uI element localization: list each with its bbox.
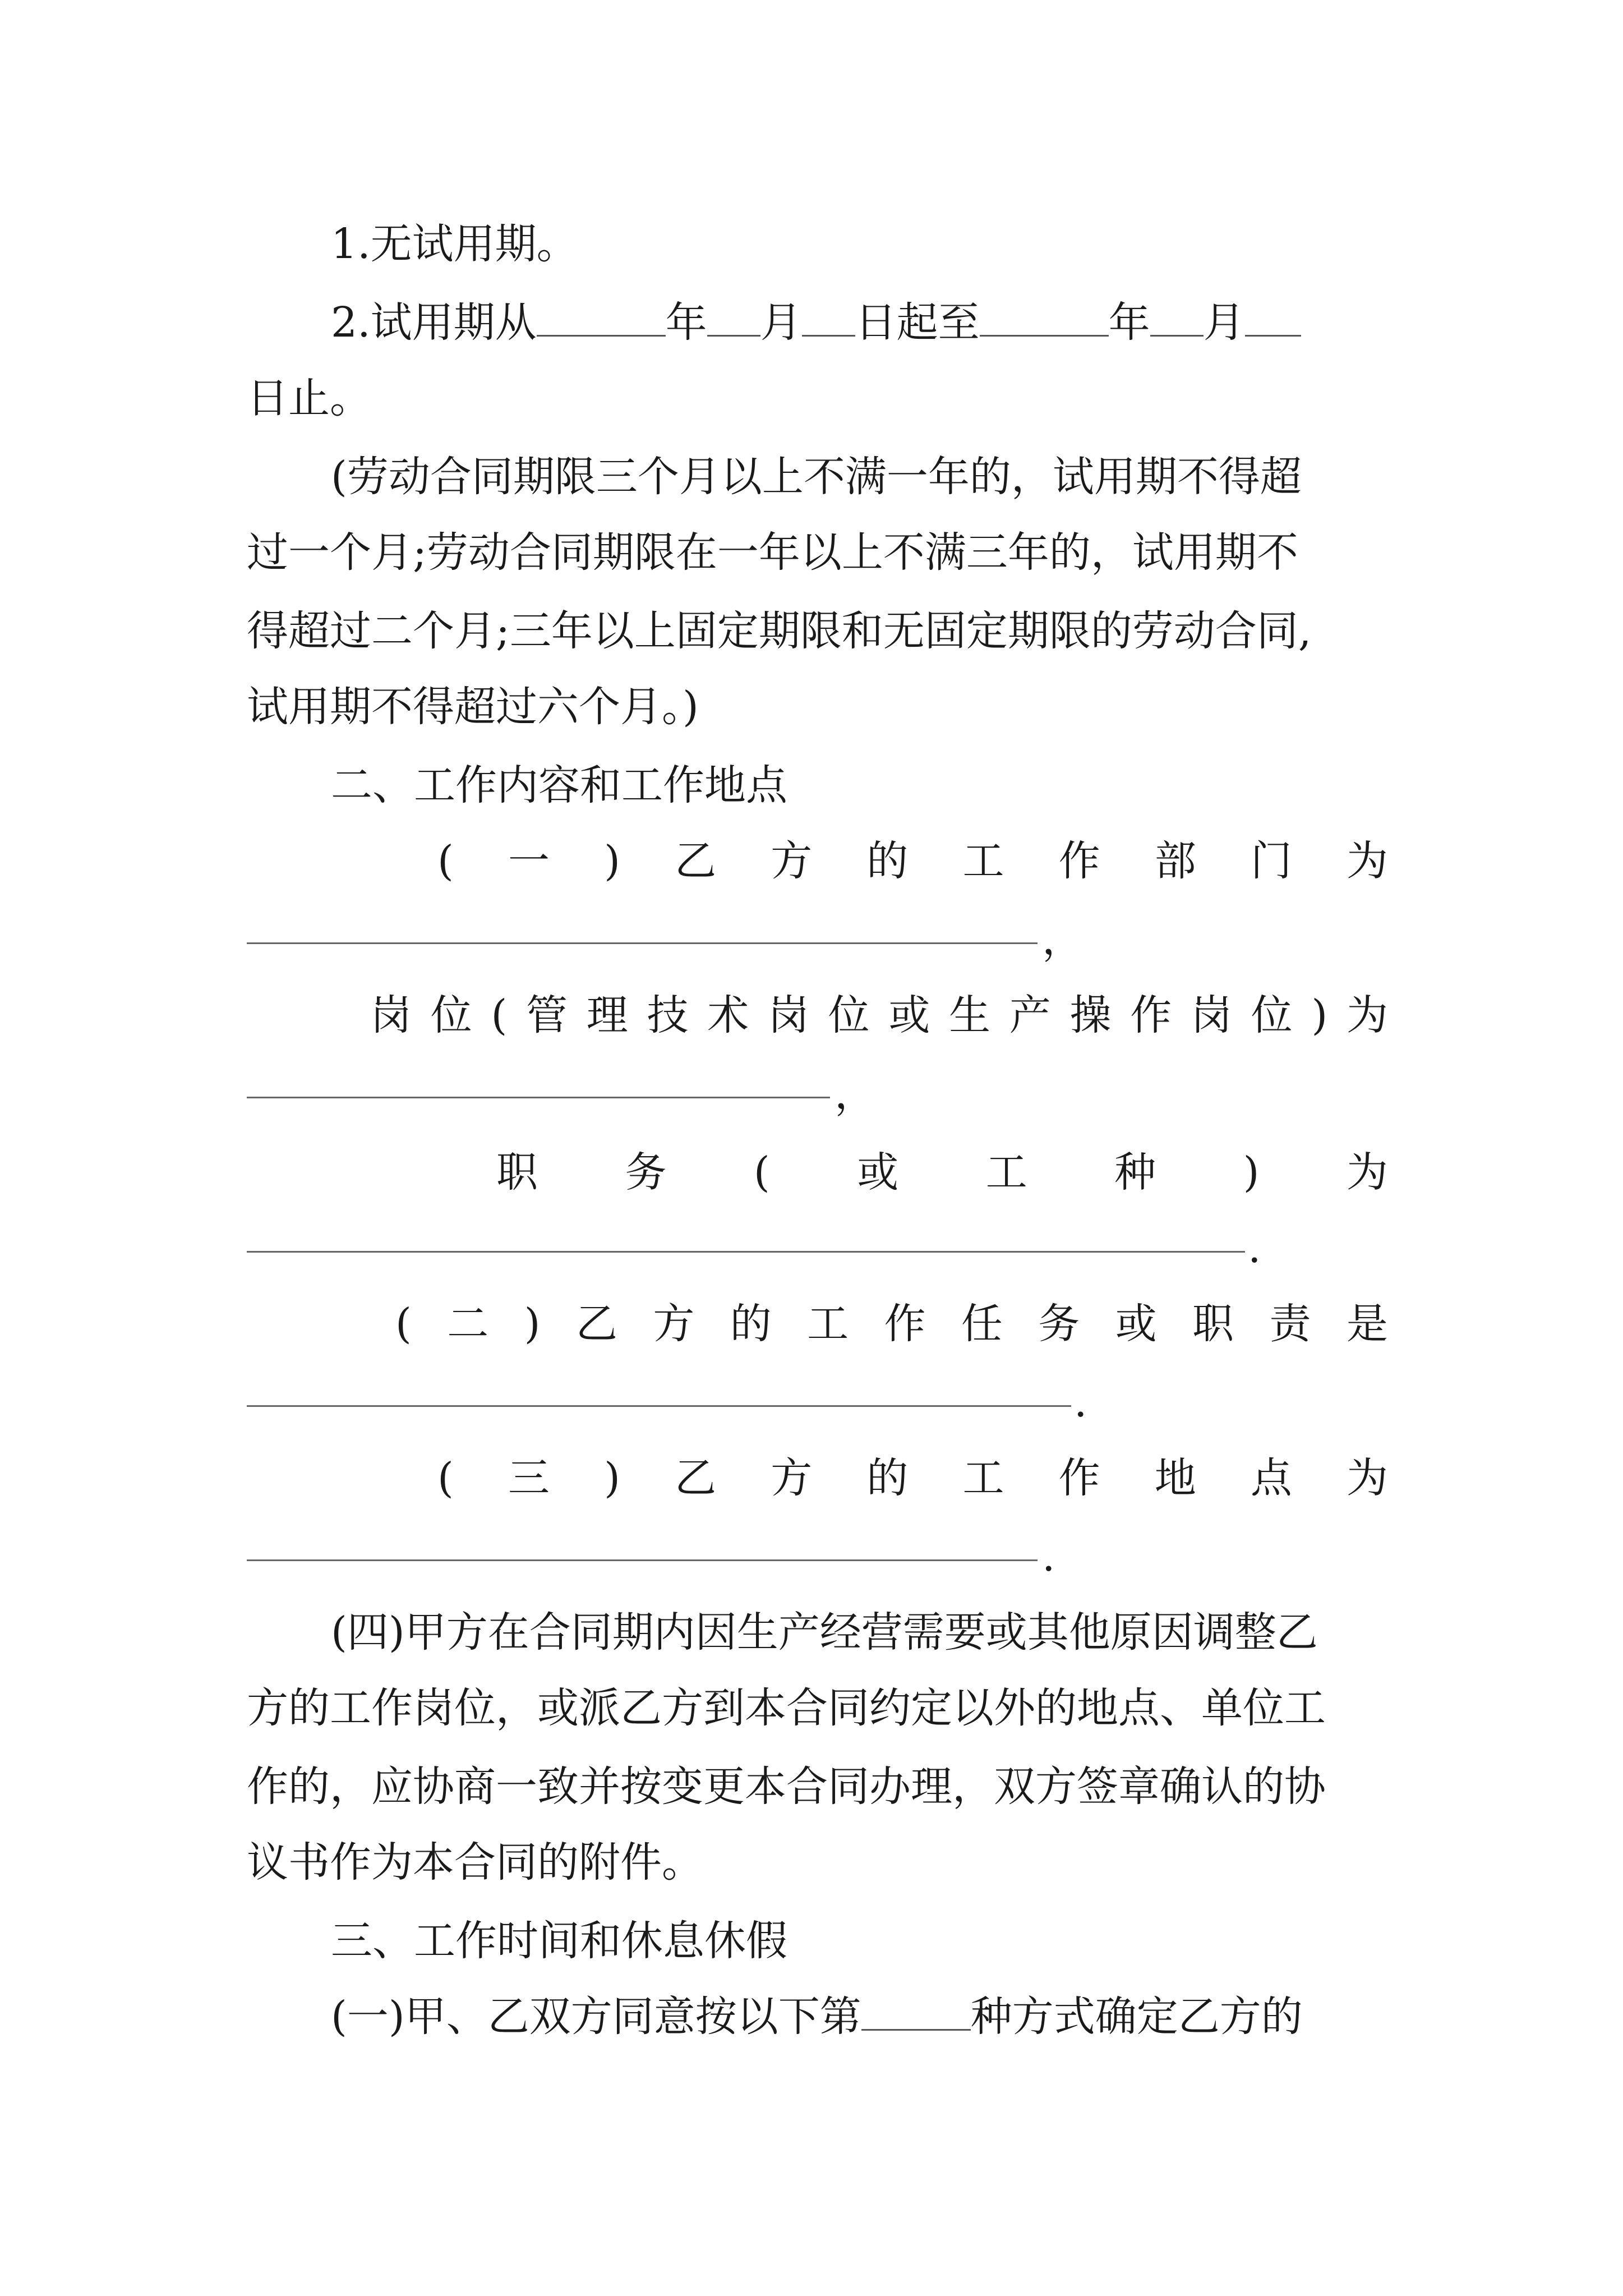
probation-item-2-prefix: 2.试用期从 bbox=[331, 298, 537, 347]
probation-note-line-3: 得超过二个月;三年以上固定期限和无固定期限的劳动合同, bbox=[247, 607, 1312, 655]
month-label: 月 bbox=[760, 298, 802, 347]
section-3-heading: 三、工作时间和休息休假 bbox=[331, 1917, 787, 1965]
job-char: 职 bbox=[496, 1148, 538, 1197]
day-blank[interactable] bbox=[802, 302, 855, 337]
place-char: 三 bbox=[508, 1454, 550, 1502]
job-title-line bbox=[496, 1133, 1388, 1212]
end-month-label: 月 bbox=[1203, 298, 1245, 347]
para4-line-3: 作的，应协商一致并按变更本合同办理，双方签章确认的协 bbox=[247, 1763, 1326, 1811]
task-char: 责 bbox=[1269, 1300, 1311, 1348]
post-char: 为 bbox=[1346, 991, 1388, 1039]
task-char: ( bbox=[395, 1300, 412, 1348]
duties-blank[interactable] bbox=[247, 1405, 1071, 1407]
post-blank[interactable] bbox=[247, 1097, 830, 1098]
task-char: 作 bbox=[884, 1300, 926, 1348]
dept-char: 方 bbox=[771, 837, 813, 885]
job-title-blank[interactable] bbox=[247, 1251, 1245, 1253]
task-char: 务 bbox=[1038, 1300, 1080, 1348]
task-char: 方 bbox=[653, 1300, 695, 1348]
para4-line-1: (四)甲方在合同期内因生产经营需要或其他原因调整乙 bbox=[331, 1608, 1318, 1657]
dept-char: 门 bbox=[1250, 837, 1292, 885]
task-char: ) bbox=[524, 1300, 541, 1348]
dept-char: 部 bbox=[1154, 837, 1196, 885]
duties-line bbox=[395, 1285, 1388, 1363]
post-char: 岗 bbox=[767, 991, 809, 1039]
dept-char: ( bbox=[437, 837, 454, 885]
department-line bbox=[437, 822, 1388, 900]
job-char: 工 bbox=[985, 1148, 1027, 1197]
end-year-blank[interactable] bbox=[980, 302, 1109, 337]
para4-line-4: 议书作为本合同的附件。 bbox=[247, 1838, 703, 1887]
post-char: 术 bbox=[707, 991, 749, 1039]
workplace-end: . bbox=[1042, 1533, 1055, 1581]
section-3-item-1-suffix: 种方式确定乙方的 bbox=[970, 1993, 1303, 2041]
job-char: 务 bbox=[625, 1148, 667, 1197]
section-2-heading: 二、工作内容和工作地点 bbox=[331, 761, 787, 809]
post-char: ) bbox=[1311, 991, 1328, 1039]
post-end: ， bbox=[834, 1070, 876, 1118]
job-char: 种 bbox=[1114, 1148, 1156, 1197]
dept-char: ) bbox=[604, 837, 620, 885]
post-char: ( bbox=[491, 991, 508, 1039]
probation-item-1: 1.无试用期。 bbox=[331, 220, 578, 268]
dept-char: 一 bbox=[508, 837, 550, 885]
dept-char: 的 bbox=[866, 837, 909, 885]
place-char: 为 bbox=[1347, 1454, 1388, 1502]
workplace-blank[interactable] bbox=[247, 1559, 1038, 1561]
post-char: 或 bbox=[888, 991, 930, 1039]
job-char: ) bbox=[1243, 1148, 1260, 1197]
job-char: 或 bbox=[857, 1148, 899, 1197]
job-title-end: . bbox=[1248, 1224, 1261, 1272]
post-char: 岗 bbox=[370, 991, 412, 1039]
post-char: 岗 bbox=[1190, 991, 1232, 1039]
end-year-label: 年 bbox=[1108, 298, 1150, 347]
task-char: 乙 bbox=[575, 1300, 617, 1348]
post-char: 技 bbox=[647, 991, 689, 1039]
end-day-blank[interactable] bbox=[1245, 302, 1301, 337]
job-char: 为 bbox=[1346, 1148, 1388, 1197]
dept-char: 为 bbox=[1347, 837, 1388, 885]
year-blank[interactable] bbox=[537, 302, 666, 337]
place-char: ) bbox=[604, 1454, 620, 1502]
probation-item-2 bbox=[331, 283, 1301, 362]
place-char: 点 bbox=[1250, 1454, 1292, 1502]
probation-item-2-tail: 日止。 bbox=[247, 374, 371, 422]
end-month-blank[interactable] bbox=[1150, 302, 1204, 337]
post-char: 位 bbox=[828, 991, 870, 1039]
department-end: ， bbox=[1042, 915, 1083, 964]
post-char: 操 bbox=[1069, 991, 1112, 1039]
probation-note-line-4: 试用期不得超过六个月。) bbox=[247, 683, 699, 731]
task-char: 是 bbox=[1346, 1300, 1388, 1348]
post-line bbox=[370, 976, 1388, 1055]
dept-char: 作 bbox=[1058, 837, 1100, 885]
place-char: 工 bbox=[962, 1454, 1004, 1502]
post-char: 理 bbox=[586, 991, 628, 1039]
method-number-blank[interactable] bbox=[861, 1996, 971, 2031]
post-char: 管 bbox=[526, 991, 568, 1039]
place-char: 地 bbox=[1154, 1454, 1196, 1502]
section-3-item-1 bbox=[331, 1977, 1303, 2056]
section-3-item-1-prefix: (一)甲、乙双方同意按以下第 bbox=[331, 1993, 861, 2041]
department-blank[interactable] bbox=[247, 942, 1038, 944]
day-from-label: 日起至 bbox=[855, 298, 980, 347]
post-char: 作 bbox=[1130, 991, 1172, 1039]
dept-char: 工 bbox=[962, 837, 1004, 885]
task-char: 或 bbox=[1115, 1300, 1157, 1348]
post-char: 产 bbox=[1009, 991, 1051, 1039]
para4-line-2: 方的工作岗位，或派乙方到本合同约定以外的地点、单位工 bbox=[247, 1684, 1326, 1732]
place-char: ( bbox=[437, 1454, 454, 1502]
place-char: 方 bbox=[771, 1454, 813, 1502]
workplace-line bbox=[437, 1439, 1388, 1517]
task-char: 任 bbox=[961, 1300, 1003, 1348]
place-char: 乙 bbox=[675, 1454, 717, 1502]
task-char: 二 bbox=[447, 1300, 489, 1348]
probation-note-line-1: (劳动合同期限三个月以上不满一年的，试用期不得超 bbox=[331, 453, 1302, 501]
post-char: 位 bbox=[1251, 991, 1293, 1039]
job-char: ( bbox=[753, 1148, 770, 1197]
month-blank[interactable] bbox=[707, 302, 760, 337]
dept-char: 乙 bbox=[675, 837, 717, 885]
duties-end: . bbox=[1074, 1378, 1087, 1427]
year-label: 年 bbox=[665, 298, 707, 347]
probation-note-line-2: 过一个月;劳动合同期限在一年以上不满三年的，试用期不 bbox=[247, 528, 1298, 577]
task-char: 工 bbox=[807, 1300, 849, 1348]
place-char: 的 bbox=[866, 1454, 909, 1502]
place-char: 作 bbox=[1058, 1454, 1100, 1502]
post-char: 位 bbox=[430, 991, 472, 1039]
task-char: 职 bbox=[1192, 1300, 1234, 1348]
task-char: 的 bbox=[730, 1300, 772, 1348]
post-char: 生 bbox=[949, 991, 991, 1039]
